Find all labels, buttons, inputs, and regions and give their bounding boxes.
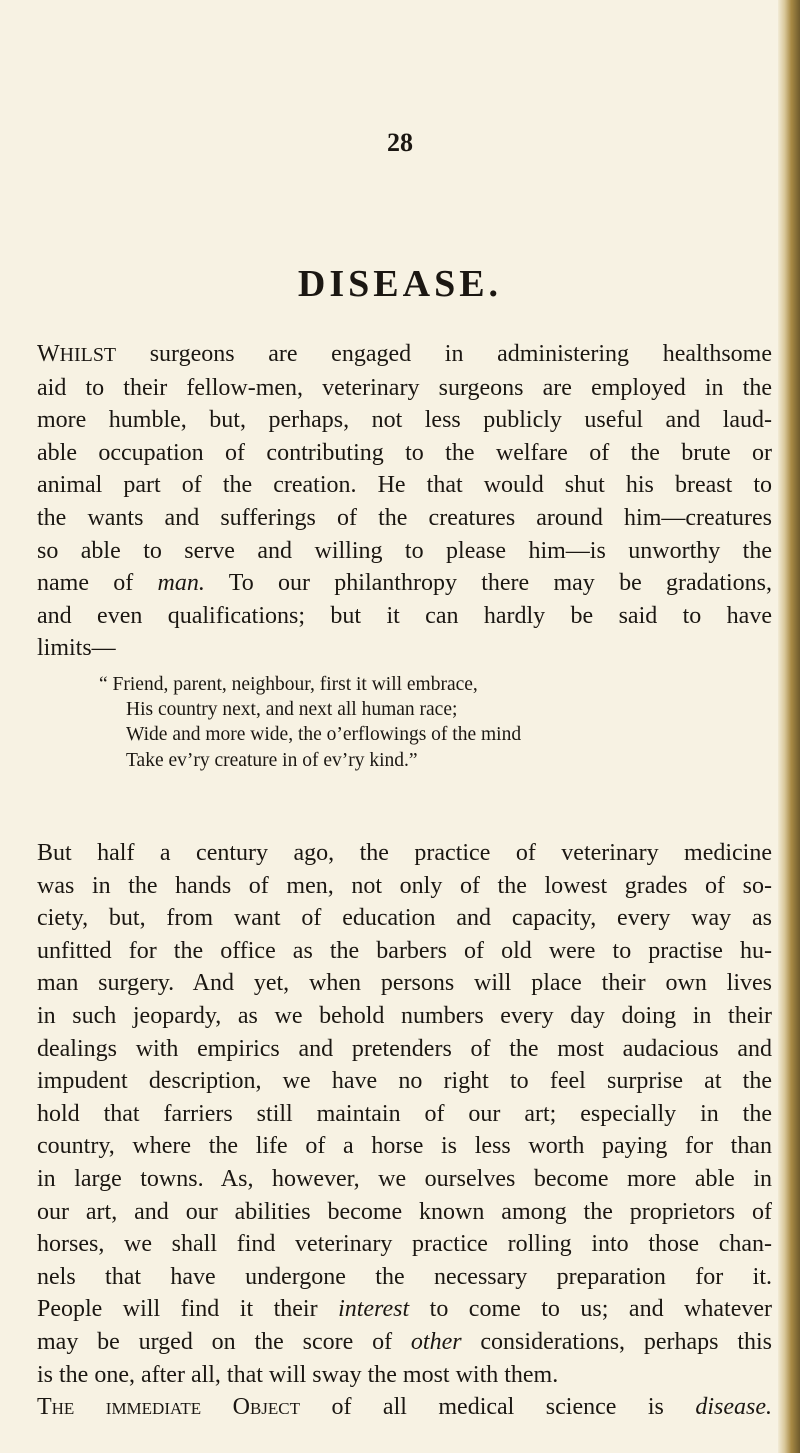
text-line: impudent description, we have no right to feel surprise at the bbox=[37, 1068, 772, 1095]
section-heading: DISEASE. bbox=[297, 263, 503, 305]
italic-word: other bbox=[410, 1328, 462, 1355]
text-line: our art, and our abilities become known among the proprietors of bbox=[37, 1198, 772, 1225]
text-line: is the one, after all, that will sway the most with them. bbox=[37, 1361, 559, 1388]
page-number: 28 bbox=[387, 128, 413, 157]
text-line: in large towns. As, however, we ourselves become more able in bbox=[37, 1165, 772, 1192]
text-line: The immediate Object of all medical science is disease. bbox=[37, 1394, 773, 1421]
page-edge bbox=[778, 0, 800, 1453]
text-line: aid to their fellow-men, veterinary surgeons are employed in the bbox=[37, 374, 772, 401]
text-line: country, where the life of a horse is less worth paying for than bbox=[37, 1133, 772, 1160]
text-line: WHILST surgeons are engaged in administering healthsome bbox=[37, 341, 772, 367]
text-line: But half a century ago, the practice of veterinary medicine bbox=[37, 840, 772, 866]
text-line: People will find it their interest to come to us; and whatever bbox=[37, 1296, 772, 1323]
text-line: horses, we shall find veterinary practice rolling into those chan- bbox=[37, 1231, 772, 1258]
text-line: and even qualifications; but it can hardly be said to have bbox=[37, 602, 772, 629]
small-caps-word: HILST bbox=[59, 344, 117, 366]
text-line: may be urged on the score of other considerations, perhaps this bbox=[37, 1328, 772, 1355]
text-line: name of man. To our philanthropy there may be gradations, bbox=[37, 570, 772, 597]
text-line: unfitted for the office as the barbers of old were to practise hu- bbox=[37, 937, 772, 964]
verse-line: “ Friend, parent, neighbour, first it will embrace, bbox=[99, 674, 478, 695]
verse-quotation bbox=[99, 672, 719, 773]
text-line: ciety, but, from want of education and capacity, every way as bbox=[37, 905, 772, 932]
drop-initial: W bbox=[37, 341, 60, 367]
italic-word: man. bbox=[157, 570, 205, 597]
verse-line: His country next, and next all human race; bbox=[126, 699, 458, 721]
text-line: hold that farriers still maintain of our art; especially in the bbox=[37, 1100, 772, 1127]
text-line: nels that have undergone the necessary preparation for it. bbox=[37, 1263, 772, 1290]
verse-line: Take ev’ry creature in of ev’ry kind.” bbox=[126, 749, 418, 771]
text-line: the wants and sufferings of the creatures around him—creatures bbox=[37, 504, 772, 531]
text-line: more humble, but, perhaps, not less publicly useful and laud- bbox=[37, 407, 772, 434]
small-caps-phrase: The immediate Object bbox=[37, 1394, 301, 1421]
paragraph-2 bbox=[37, 837, 772, 1424]
text-line: limits— bbox=[37, 635, 116, 662]
italic-word: interest bbox=[338, 1296, 410, 1323]
text-line: able occupation of contributing to the welfare of the brute or bbox=[37, 439, 772, 466]
text-line: dealings with empirics and pretenders of the most audacious and bbox=[37, 1035, 772, 1062]
verse-line: Wide and more wide, the o’erflowings of the mind bbox=[126, 724, 522, 746]
text-line: animal part of the creation. He that would shut his breast to bbox=[37, 472, 772, 499]
text-line: so able to serve and willing to please him—is unworthy the bbox=[37, 537, 772, 564]
text-line: in such jeopardy, as we behold numbers every day doing in their bbox=[37, 1002, 772, 1029]
italic-word: disease. bbox=[695, 1394, 773, 1421]
paragraph-1 bbox=[37, 338, 772, 665]
text-line: man surgery. And yet, when persons will place their own lives bbox=[37, 970, 772, 997]
text-line: was in the hands of men, not only of the lowest grades of so- bbox=[37, 872, 772, 899]
